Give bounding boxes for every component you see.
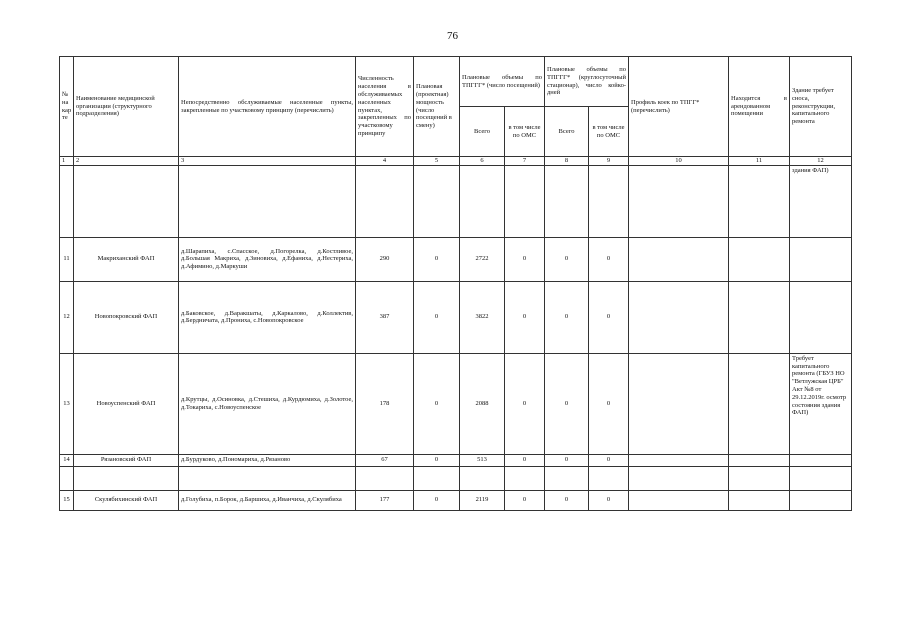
visits-oms: 0 bbox=[505, 237, 545, 281]
row-number: 12 bbox=[60, 281, 74, 353]
spacer-row bbox=[60, 466, 852, 490]
header-rented: Находится в арендованном помещении bbox=[729, 57, 790, 157]
capacity: 0 bbox=[414, 281, 460, 353]
visits-total: 2088 bbox=[460, 353, 505, 454]
subheader-visits-oms: в том числе по ОМС bbox=[505, 107, 545, 157]
col-number: 12 bbox=[790, 157, 852, 166]
header-inpatient: Плановые объемы по ТПГГГ* (круглосуточный стационар), число койко-дней bbox=[545, 57, 629, 107]
col-number: 4 bbox=[356, 157, 414, 166]
col-number: 9 bbox=[589, 157, 629, 166]
page-number: 76 bbox=[447, 30, 458, 42]
settlements: д.Крутцы, д.Осиновка, д.Стешиха, д.Курдюмиха, д.Золотое, д.Токариха, с.Новоуспенское bbox=[179, 353, 356, 454]
facilities-table bbox=[59, 56, 852, 511]
visits-total: 2722 bbox=[460, 237, 505, 281]
col-number: 6 bbox=[460, 157, 505, 166]
population: 177 bbox=[356, 490, 414, 510]
rented bbox=[729, 353, 790, 454]
visits-oms: 0 bbox=[505, 281, 545, 353]
continuation-row bbox=[60, 165, 852, 237]
inpatient-oms: 0 bbox=[589, 353, 629, 454]
header-capacity: Плановая (проектная) мощность (число посещений в смену) bbox=[414, 57, 460, 157]
bed-profile bbox=[629, 281, 729, 353]
facility-name: Макриханский ФАП bbox=[74, 237, 179, 281]
rented bbox=[729, 454, 790, 466]
header-bed-profile: Профиль коек по ТПГГ* (перечислить) bbox=[629, 57, 729, 157]
continuation-note: здания ФАП) bbox=[790, 165, 852, 237]
col-number: 10 bbox=[629, 157, 729, 166]
capacity: 0 bbox=[414, 353, 460, 454]
row-number: 13 bbox=[60, 353, 74, 454]
col-number: 7 bbox=[505, 157, 545, 166]
capacity: 0 bbox=[414, 490, 460, 510]
inpatient-oms: 0 bbox=[589, 490, 629, 510]
header-row bbox=[60, 57, 852, 107]
facility-name: Новоуспенский ФАП bbox=[74, 353, 179, 454]
subheader-inpatient-total: Всего bbox=[545, 107, 589, 157]
facility-name: Рязановский ФАП bbox=[74, 454, 179, 466]
inpatient-oms: 0 bbox=[589, 454, 629, 466]
facility-name: Новопокровский ФАП bbox=[74, 281, 179, 353]
column-numbers-row bbox=[60, 157, 852, 166]
header-settlements: Непосредственно обслуживаемые населенные пункты, закрепленные по участковому принципу (перечислить) bbox=[179, 57, 356, 157]
visits-total: 2119 bbox=[460, 490, 505, 510]
inpatient-total: 0 bbox=[545, 237, 589, 281]
repair-note bbox=[790, 454, 852, 466]
subheader-inpatient-oms: в том числе по ОМС bbox=[589, 107, 629, 157]
col-number: 1 bbox=[60, 157, 74, 166]
inpatient-total: 0 bbox=[545, 490, 589, 510]
capacity: 0 bbox=[414, 237, 460, 281]
subheader-visits-total: Всего bbox=[460, 107, 505, 157]
visits-total: 513 bbox=[460, 454, 505, 466]
bed-profile bbox=[629, 353, 729, 454]
visits-oms: 0 bbox=[505, 454, 545, 466]
inpatient-total: 0 bbox=[545, 281, 589, 353]
bed-profile bbox=[629, 490, 729, 510]
settlements: д.Голубиха, п.Борок, д.Баршиха, д.Иванчиха, д.Скулябиха bbox=[179, 490, 356, 510]
rented bbox=[729, 490, 790, 510]
table-row bbox=[60, 353, 852, 454]
header-number: № на кар те bbox=[60, 57, 74, 157]
table-row bbox=[60, 281, 852, 353]
header-visits: Плановые объемы по ТПГГГ* (число посещений) bbox=[460, 57, 545, 107]
inpatient-total: 0 bbox=[545, 353, 589, 454]
bed-profile bbox=[629, 237, 729, 281]
facility-name: Скулябихинский ФАП bbox=[74, 490, 179, 510]
repair-note bbox=[790, 237, 852, 281]
col-number: 2 bbox=[74, 157, 179, 166]
header-population: Численность населения в обслуживаемых населенных пунктах, закрепленных по участковому принципу bbox=[356, 57, 414, 157]
row-number: 11 bbox=[60, 237, 74, 281]
population: 67 bbox=[356, 454, 414, 466]
visits-oms: 0 bbox=[505, 353, 545, 454]
repair-note: Требует капитального ремонта (ГБУЗ НО "Ветлужская ЦРБ" Акт №8 от 29.12.2019г. осмотр состояния здания ФАП) bbox=[790, 353, 852, 454]
settlements: д.Шарапиха, с.Спасское, д.Погорелка, д.Костливое, д.Большая Макриха, д.Зиновиха, д.Ефаниха, д.Нестериха, д.Афимино, д.Маркуши bbox=[179, 237, 356, 281]
settlements: д.Баковское, д.Варакшаты, д.Каркалово, д.Коллектив, д.Бердничата, д.Прониха, с.Новопокровское bbox=[179, 281, 356, 353]
population: 290 bbox=[356, 237, 414, 281]
header-organization: Наименование медицинской организации (структурного подразделения) bbox=[74, 57, 179, 157]
table-row bbox=[60, 237, 852, 281]
inpatient-total: 0 bbox=[545, 454, 589, 466]
inpatient-oms: 0 bbox=[589, 237, 629, 281]
rented bbox=[729, 237, 790, 281]
visits-oms: 0 bbox=[505, 490, 545, 510]
population: 178 bbox=[356, 353, 414, 454]
table-row bbox=[60, 490, 852, 510]
visits-total: 3822 bbox=[460, 281, 505, 353]
col-number: 5 bbox=[414, 157, 460, 166]
col-number: 11 bbox=[729, 157, 790, 166]
repair-note bbox=[790, 490, 852, 510]
header-repair: Здание требует сноса, реконструкции, капитального ремонта bbox=[790, 57, 852, 157]
population: 387 bbox=[356, 281, 414, 353]
row-number: 15 bbox=[60, 490, 74, 510]
settlements: д.Бурдуково, д.Пономариха, д.Рязаново bbox=[179, 454, 356, 466]
inpatient-oms: 0 bbox=[589, 281, 629, 353]
capacity: 0 bbox=[414, 454, 460, 466]
row-number: 14 bbox=[60, 454, 74, 466]
repair-note bbox=[790, 281, 852, 353]
rented bbox=[729, 281, 790, 353]
bed-profile bbox=[629, 454, 729, 466]
col-number: 8 bbox=[545, 157, 589, 166]
col-number: 3 bbox=[179, 157, 356, 166]
table-row bbox=[60, 454, 852, 466]
